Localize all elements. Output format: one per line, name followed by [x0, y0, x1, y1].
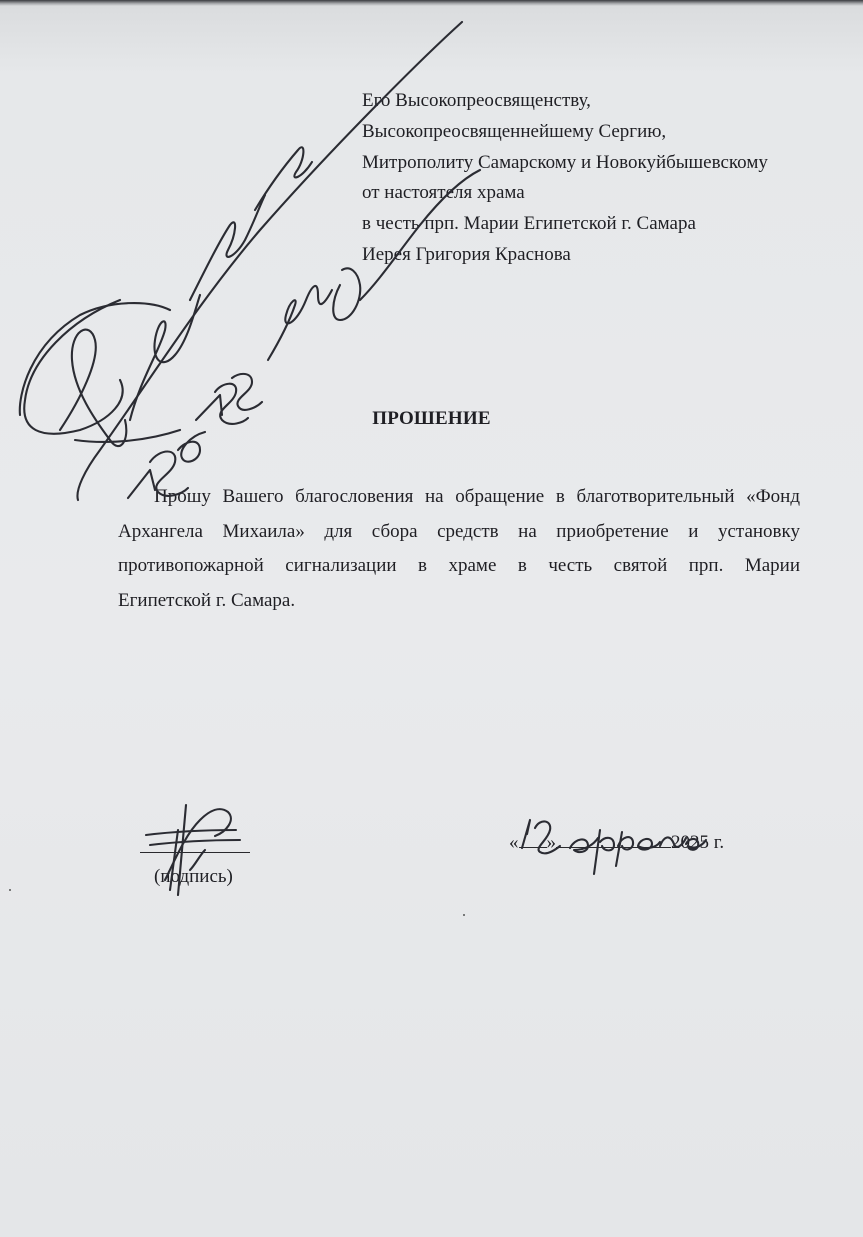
- resolution-date-handwriting: [128, 374, 262, 498]
- date-year: 2025 г.: [671, 832, 725, 853]
- paper-speck: [9, 889, 11, 891]
- date-month-handwriting: [570, 830, 706, 874]
- resolution-handwriting: [20, 22, 462, 500]
- address-line-5: в честь прп. Марии Египетской г. Самара: [362, 213, 696, 235]
- address-line-3: Митрополиту Самарскому и Новокуйбышевскому: [362, 151, 768, 173]
- paper-speck: [463, 914, 465, 916]
- body-line-2: Архангела Михаила» для сбора средств на приобретение и установку: [118, 520, 800, 542]
- address-line-1: Его Высокопреосвященству,: [362, 90, 591, 111]
- date-open-quote: «: [509, 832, 519, 853]
- document-title: ПРОШЕНИЕ: [372, 408, 491, 429]
- signature-handwriting: [146, 805, 240, 895]
- date-close-quote: »: [546, 832, 556, 853]
- date-day-handwriting: [522, 820, 560, 853]
- address-line-4: от настоятеля храма: [362, 182, 525, 204]
- resolution-initials-handwriting: [268, 170, 480, 360]
- address-line-2: Высокопреосвященнейшему Сергию,: [362, 120, 667, 142]
- body-line-4: Египетской г. Самара.: [118, 589, 296, 611]
- body-line-1: Прошу Вашего благословения на обращение в благотворительный «Фонд: [154, 486, 800, 507]
- signature-caption: (подпись): [154, 866, 233, 887]
- body-line-3: противопожарной сигнализации в храме в честь святой прп. Марии: [118, 555, 800, 576]
- address-line-6: Иерея Григория Краснова: [362, 243, 571, 265]
